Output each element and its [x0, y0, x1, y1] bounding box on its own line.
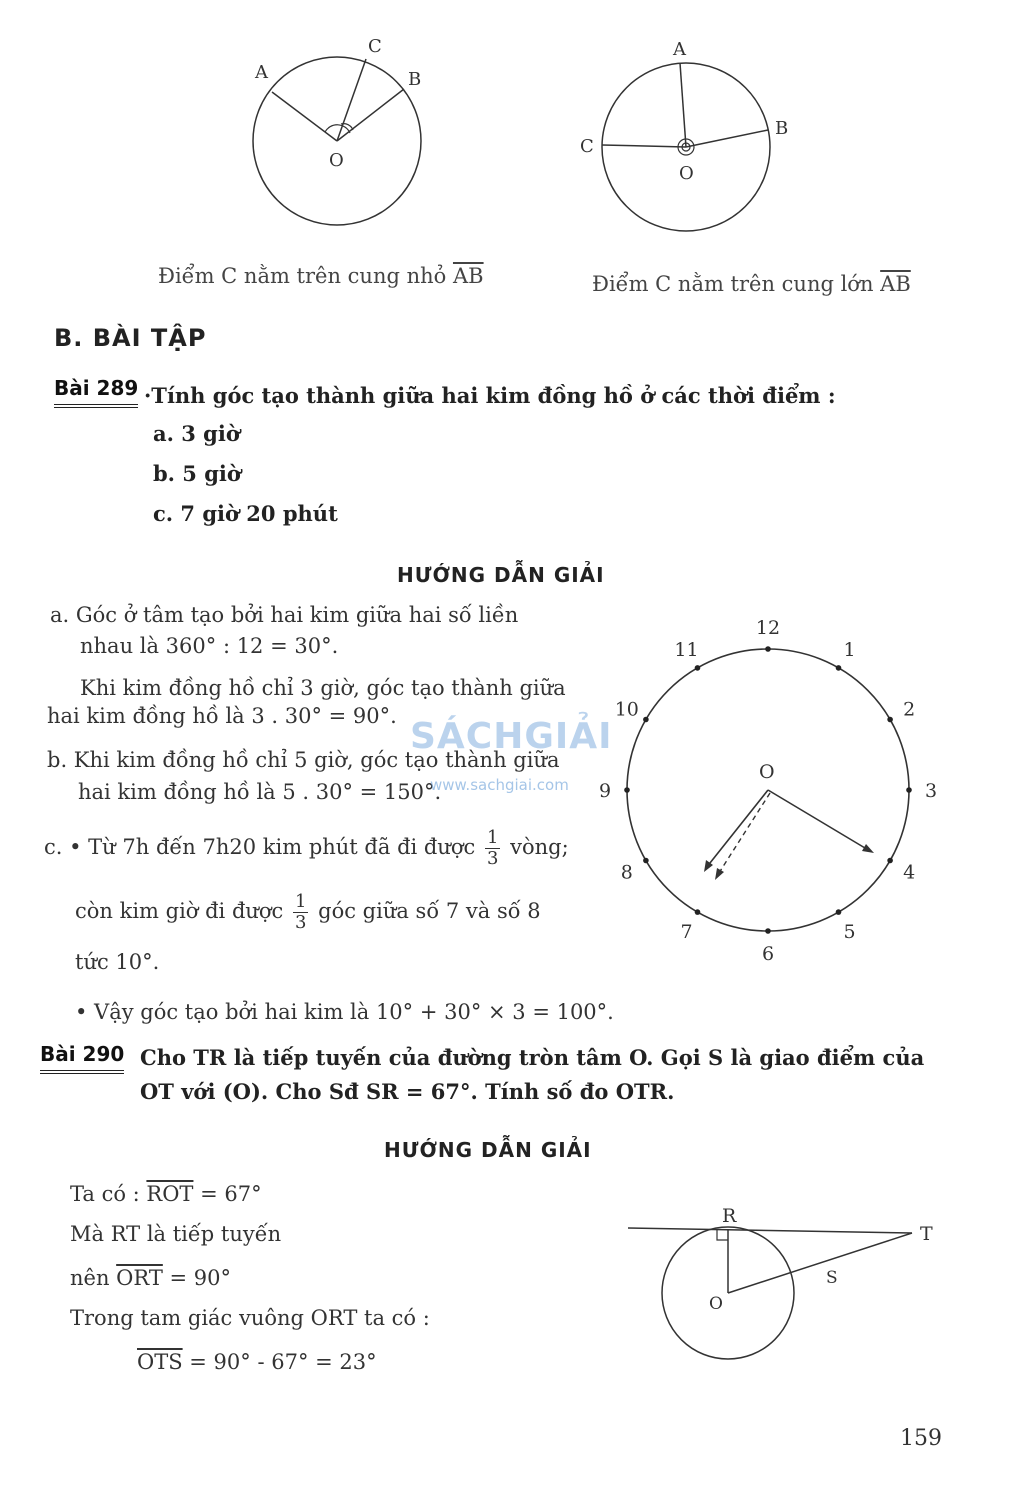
clock-number-11: 11: [674, 638, 699, 661]
problem-290-line2: OT với (O). Cho Sđ SR = 67°. Tính số đo OTR.: [140, 1079, 675, 1104]
sol290-l1-pre: Ta có :: [70, 1182, 147, 1206]
sol290-l3-post: = 90°: [162, 1266, 231, 1290]
problem-289-item-b: b. 5 giờ: [153, 461, 241, 486]
sol-a-line3: Khi kim đồng hồ chỉ 3 giờ, góc tạo thành giữa: [80, 676, 566, 700]
sol-a-line4: hai kim đồng hồ là 3 . 30° = 90°.: [47, 704, 397, 728]
angle-ots: $\overline{OTS}$: [137, 1350, 183, 1374]
label-b: B: [408, 69, 422, 90]
clock-number-5: 5: [843, 921, 856, 944]
sol290-line4: Trong tam giác vuông ORT ta có :: [70, 1306, 430, 1330]
fraction-denominator: 3: [486, 847, 499, 869]
sol-c-line3: tức 10°.: [75, 950, 160, 974]
caption-text: Điểm C nằm trên cung lớn: [592, 272, 881, 296]
clock-number-9: 9: [598, 780, 612, 802]
clock-number-7: 7: [680, 921, 693, 944]
problem-label-289: Bài 289: [54, 376, 138, 408]
angle-ort: $\overline{ORT}$: [116, 1266, 163, 1290]
clock-number-4: 4: [903, 861, 916, 884]
clock-number-10: 10: [614, 698, 639, 721]
problem-290-line1: Cho TR là tiếp tuyến của đường tròn tâm O. Gọi S là giao điểm của: [140, 1045, 925, 1070]
caption-text: Điểm C nằm trên cung nhỏ: [158, 264, 453, 288]
sol290-line2: Mà RT là tiếp tuyến: [70, 1222, 282, 1246]
sol-c-line2-end: góc giữa số 7 và số 8: [318, 898, 541, 923]
sol290-l5-post: = 90° - 67° = 23°: [182, 1350, 377, 1374]
tangent-line: [628, 1228, 912, 1233]
label-o: O: [329, 150, 344, 171]
sol290-l3-pre: nên: [70, 1266, 117, 1290]
label-s: S: [826, 1268, 838, 1288]
arc-ab: $\overline{AB}$: [452, 264, 484, 288]
guide-heading-289: HƯỚNG DẪN GIẢI: [397, 563, 605, 587]
clock-number-3: 3: [924, 780, 938, 802]
sol-a-line1: a. Góc ở tâm tạo bởi hai kim giữa hai số liền: [50, 603, 519, 627]
right-angle-mark: [717, 1229, 728, 1240]
problem-289-statement: ·Tính góc tạo thành giữa hai kim đồng hồ ở các thời điểm :: [144, 383, 836, 408]
segment-ot: [728, 1233, 912, 1293]
label-a: A: [255, 62, 268, 83]
sol290-l1-post: = 67°: [193, 1182, 262, 1206]
sol-c-line1-text: c. • Từ 7h đến 7h20 kim phút đã đi được: [44, 834, 476, 859]
fraction-numerator: 1: [486, 827, 499, 848]
watermark-url: www.sachgiai.com: [430, 776, 569, 794]
section-heading: B. BÀI TẬP: [54, 324, 207, 352]
page-number: 159: [900, 1426, 942, 1451]
clock-number-1: 1: [843, 638, 856, 661]
clock-number-8: 8: [620, 861, 633, 884]
watermark-brand: SÁCHGIẢI: [410, 716, 613, 757]
fraction-numerator: 1: [295, 891, 307, 912]
label-b: B: [775, 118, 789, 139]
label-a: A: [673, 39, 686, 60]
guide-heading-290: HƯỚNG DẪN GIẢI: [384, 1138, 592, 1162]
sol-c-line1-end: vòng;: [510, 834, 569, 859]
arc-ab: $\overline{AB}$: [880, 272, 911, 296]
label-o: O: [679, 163, 694, 184]
label-t: T: [920, 1223, 933, 1245]
label-c: C: [368, 36, 382, 57]
sol-c-line4: • Vậy góc tạo bởi hai kim là 10° + 30° × 3 = 100°.: [75, 1000, 614, 1024]
clock-number-6: 6: [761, 943, 775, 965]
sol-a-line2: nhau là 360° : 12 = 30°.: [80, 634, 339, 658]
clock-number-12: 12: [755, 617, 781, 639]
sol-b-line2: hai kim đồng hồ là 5 . 30° = 150°.: [78, 780, 442, 804]
problem-289-item-c: c. 7 giờ 20 phút: [153, 501, 338, 526]
problem-289-item-a: a. 3 giờ: [153, 421, 240, 446]
problem-label-290: Bài 290: [40, 1042, 124, 1074]
clock-number-2: 2: [903, 698, 916, 721]
sol-c-line2-text: còn kim giờ đi được: [75, 898, 284, 923]
fraction-denominator: 3: [295, 911, 307, 933]
clock-center-label: O: [759, 761, 775, 783]
label-c: C: [580, 136, 594, 157]
angle-rot: $\overline{ROT}$: [146, 1182, 194, 1206]
label-r: R: [722, 1205, 737, 1227]
label-o: O: [709, 1294, 723, 1314]
sol-b-line1: b. Khi kim đồng hồ chỉ 5 giờ, góc tạo thành giữa: [47, 748, 560, 772]
